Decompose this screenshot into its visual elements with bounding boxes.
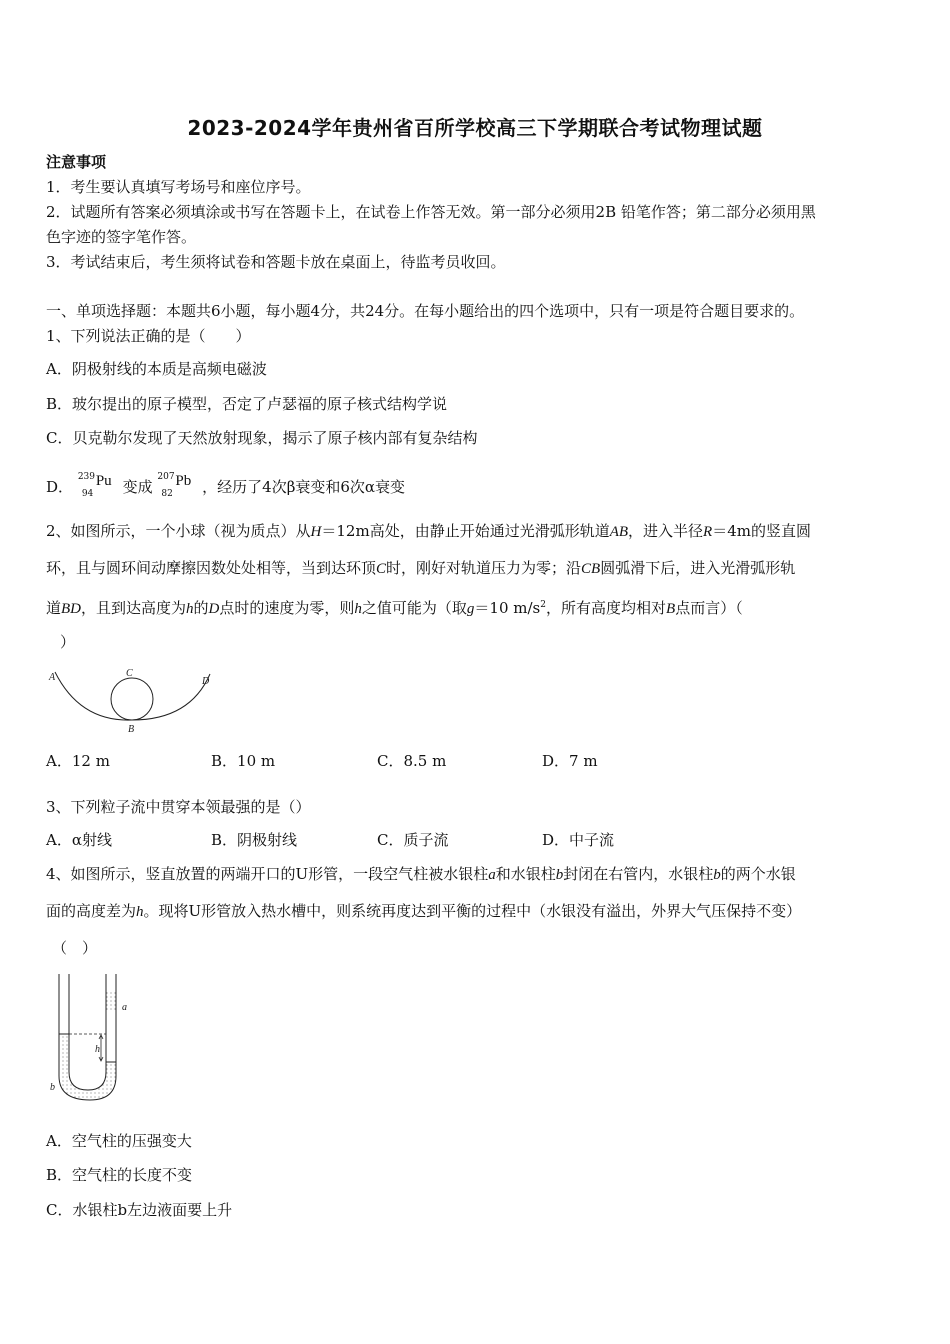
q1-option-d-label: D． [46, 478, 74, 496]
isotope-pb-mass: 207 [157, 472, 175, 482]
q4-text: 4、如图所示，竖直放置的两端开口的U形管，一段空气柱被水银柱 [46, 865, 489, 883]
isotope-pu-mass: 239 [77, 472, 95, 482]
label-b: b [50, 1082, 55, 1093]
q2-option-d: D．7 m [542, 752, 598, 770]
q2-text: ，进入半径 [628, 522, 704, 540]
q4-text: 的两个水银 [720, 865, 796, 883]
q2-var-h: h [186, 601, 194, 617]
q2-stem-line-4: ） [60, 633, 76, 651]
q2-text: 的 [193, 599, 209, 617]
q2-text: ，且到达高度为 [81, 599, 187, 617]
q2-text: 时，刚好对轨道压力为零；沿 [386, 559, 582, 577]
q1-option-d [46, 470, 405, 498]
isotope-pb-symbol: Pb [175, 473, 192, 489]
notice-item-1: 1．考生要认真填写考场号和座位序号。 [46, 178, 311, 196]
notice-item-2: 2．试题所有答案必须填涂或书写在答题卡上，在试卷上作答无效。第一部分必须用2B 铅笔作答；第二部分必须用黑 [46, 203, 816, 221]
q2-stem-line-2 [46, 557, 795, 580]
u-tube-inner [69, 974, 106, 1090]
q2-var-d: D [208, 601, 220, 617]
q2-text: ＝4m的竖直圆 [712, 522, 811, 540]
page-title: 2023-2024学年贵州省百所学校高三下学期联合考试物理试题 [187, 116, 763, 140]
label-a: a [122, 1002, 127, 1013]
q3-stem: 3、下列粒子流中贯穿本领最强的是（） [46, 798, 311, 816]
q2-var-g: g [466, 601, 475, 617]
q4-var-b: b [713, 867, 721, 883]
notice-item-3: 3．考试结束后，考生须将试卷和答题卡放在桌面上，待监考员收回。 [46, 253, 506, 271]
q2-superscript: 2 [540, 600, 546, 610]
q1-option-c: C．贝克勒尔发现了天然放射现象，揭示了原子核内部有复杂结构 [46, 429, 478, 447]
q4-stem-line-2 [46, 900, 801, 923]
isotope-pu [77, 470, 118, 499]
label-b: B [128, 724, 135, 735]
q4-option-a: A．空气柱的压强变大 [46, 1132, 192, 1150]
q4-text: 。现将U形管放入热水槽中，则系统再度达到平衡的过程中（水银没有溢出，外界大气压保持不变） [143, 902, 802, 920]
q2-var-h-height: H [310, 524, 322, 540]
arc-track [55, 672, 210, 720]
q2-var-cb: CB [581, 561, 601, 577]
q4-var-h: h [136, 904, 144, 920]
q2-var-c: C [376, 561, 387, 577]
q1-option-d-mid: 变成 [122, 478, 153, 496]
q2-text: ，所有高度均相对 [546, 599, 667, 617]
isotope-pu-symbol: Pu [95, 473, 112, 489]
q2-var-h: h [354, 601, 362, 617]
q1-stem: 1、下列说法正确的是（ ） [46, 327, 251, 345]
label-c: C [126, 668, 133, 679]
label-d: D [202, 676, 210, 687]
q1-option-a: A．阴极射线的本质是高频电磁波 [46, 360, 267, 378]
q4-option-c: C．水银柱b左边液面要上升 [46, 1201, 233, 1219]
q2-stem-line-3 [46, 594, 743, 620]
q2-text: 点时的速度为零，则 [219, 599, 355, 617]
isotope-pb-atomic: 82 [161, 489, 173, 499]
q4-text: 和水银柱 [495, 865, 556, 883]
q1-option-b: B．玻尔提出的原子模型，否定了卢瑟福的原子核式结构学说 [46, 395, 448, 413]
section-1-heading: 一、单项选择题：本题共6小题，每小题4分，共24分。在每小题给出的四个选项中，只有一项是符合题目要求的。 [46, 302, 805, 320]
q4-stem-line-3: （ ） [52, 939, 98, 957]
q4-option-b: B．空气柱的长度不变 [46, 1166, 193, 1184]
q2-text: 环，且与圆环间动摩擦因数处处相等，当到达环顶 [46, 559, 377, 577]
isotope-pb [157, 470, 197, 499]
q2-var-r: R [703, 524, 713, 540]
q2-text: 道 [46, 599, 62, 617]
q2-text: ＝12m高处，由静止开始通过光滑弧形轨道 [321, 522, 610, 540]
q4-var-a: a [488, 867, 496, 883]
q4-var-b: b [555, 867, 564, 883]
q4-text: 封闭在右管内，水银柱 [563, 865, 714, 883]
q2-var-bd: BD [61, 601, 82, 617]
q1-option-d-tail: ，经历了4次β衰变和6次α衰变 [202, 478, 406, 496]
isotope-pu-atomic: 94 [81, 489, 94, 499]
label-h: h [95, 1044, 100, 1055]
q2-stem-line-1 [46, 520, 811, 543]
q4-stem-line-1 [46, 863, 796, 886]
q2-text: 圆弧滑下后，进入光滑弧形轨 [600, 559, 796, 577]
q2-text: ＝10 m/s [474, 599, 541, 617]
q2-var-ab: AB [609, 524, 629, 540]
notice-item-2-cont: 色字迹的签字笔作答。 [46, 228, 197, 246]
q2-track-diagram [40, 660, 230, 740]
q4-text: 面的高度差为 [46, 902, 137, 920]
q2-text: 2、如图所示，一个小球（视为质点）从 [46, 522, 311, 540]
q2-text: 点而言）（ [675, 599, 743, 617]
q2-option-c: C．8.5 m [377, 752, 447, 770]
q4-u-tube-diagram [46, 972, 146, 1104]
notice-heading: 注意事项 [46, 153, 107, 171]
q3-option-d: D．中子流 [542, 831, 615, 849]
q3-option-a: A．α射线 [46, 831, 112, 849]
loop-circle [111, 678, 153, 720]
q2-option-a: A．12 m [46, 752, 110, 770]
mercury-a [106, 990, 116, 1012]
q2-text: 之值可能为（取 [361, 599, 467, 617]
label-a: A [49, 672, 56, 683]
q3-option-c: C．质子流 [377, 831, 449, 849]
q2-var-b: B [666, 601, 676, 617]
q2-option-b: B．10 m [211, 752, 276, 770]
q3-option-b: B．阴极射线 [211, 831, 298, 849]
